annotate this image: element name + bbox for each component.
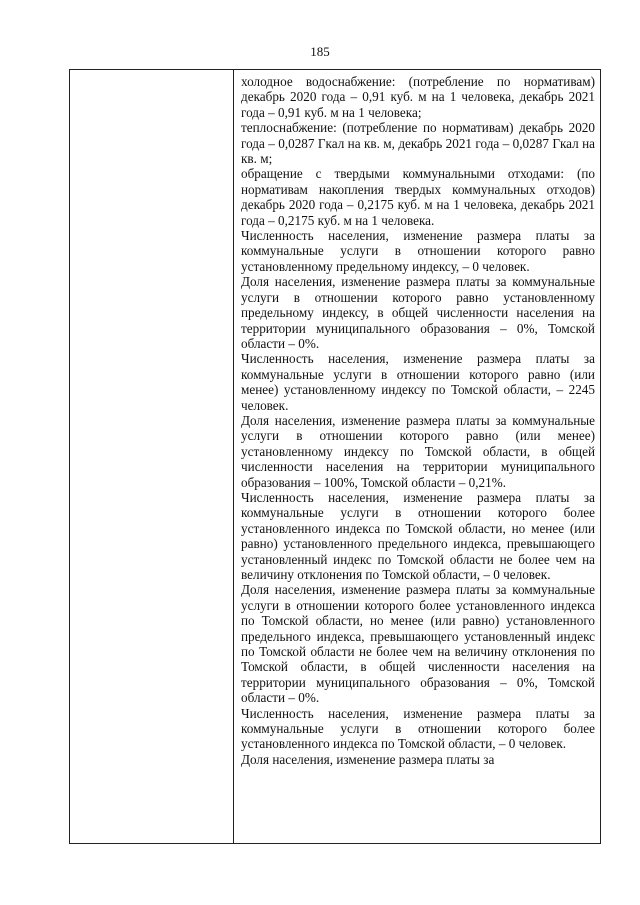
paragraph-population-within-deviation: Численность населения, изменение размера платы за коммунальные услуги в отношении которого более установленного индекса по Томской области, но менее (или равно) установленного предельного индекса, превышающего установленный индекс по Томской области не более чем на величину отклонения по Томской области, – 0 человек. xyxy=(241,489,595,582)
paragraph-share-limit-index: Доля населения, изменение размера платы за коммунальные услуги в отношении которого равно установленному предельному индексу, в общей численности населения на территории муниципального образования – 0%, Томской области – 0%. xyxy=(241,274,595,351)
paragraph-population-regional-index: Численность населения, изменение размера платы за коммунальные услуги в отношении которого равно (или менее) установленному индексу по Томской области, – 2245 человек. xyxy=(241,351,595,413)
document-table xyxy=(69,69,601,844)
paragraph-share-above-index: Доля населения, изменение размера платы за xyxy=(241,751,495,767)
paragraph-population-limit-index: Численность населения, изменение размера платы за коммунальные услуги в отношении которого равно установленному предельному индексу, – 0 человек. xyxy=(241,228,595,274)
paragraph-cold-water: холодное водоснабжение: (потребление по нормативам) декабрь 2020 года – 0,91 куб. м на 1 человека, декабрь 2021 года – 0,91 куб. м на 1 человека; xyxy=(241,74,595,120)
paragraph-population-above-index: Численность населения, изменение размера платы за коммунальные услуги в отношении которого более установленного индекса по Томской области, – 0 человек. xyxy=(241,705,595,752)
table-right-cell xyxy=(234,70,600,843)
table-left-cell xyxy=(70,70,234,843)
paragraph-share-within-deviation: Доля населения, изменение размера платы за коммунальные услуги в отношении которого более установленного индекса по Томской области, но менее (или равно) установленного предельного индекса, превышающего установленный индекс по Томской области не более чем на величину отклонения по Томской области, в общей численности населения на территории муниципального образования – 0%, Томской области – 0%. xyxy=(241,582,595,706)
paragraph-heating: теплоснабжение: (потребление по нормативам) декабрь 2020 года – 0,0287 Гкал на кв. м, декабрь 2021 года – 0,0287 Гкал на кв. м; xyxy=(241,120,595,167)
page-number: 185 xyxy=(310,44,330,59)
paragraph-share-regional-index: Доля населения, изменение размера платы за коммунальные услуги в отношении которого равно (или менее) установленному индексу по Томской области, в общей численности населения на территории муниципального образования – 100%, Томской области – 0,21%. xyxy=(241,412,595,490)
paragraph-waste: обращение с твердыми коммунальными отходами: (по нормативам накопления твердых коммунальных отходов) декабрь 2020 года – 0,2175 куб. м на 1 человека, декабрь 2021 года – 0,2175 куб. м на 1 человека. xyxy=(241,166,595,228)
